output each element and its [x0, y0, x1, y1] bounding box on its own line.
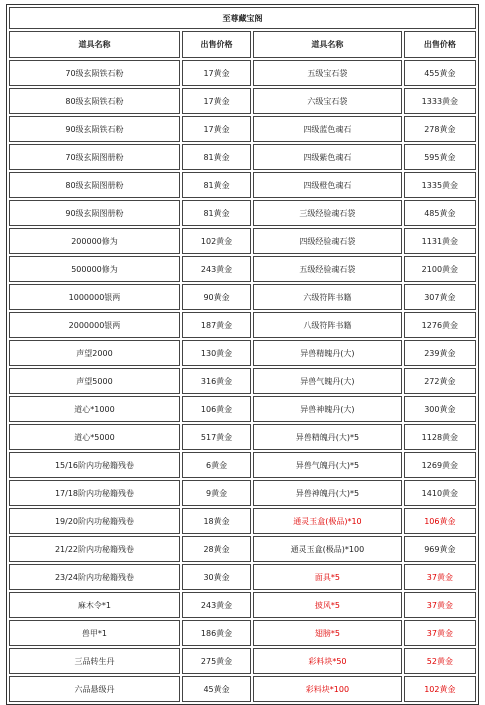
item-name-left: 17/18阶内功秘籍残卷 [9, 480, 180, 506]
price-right: 37黄金 [404, 620, 476, 646]
table-row [9, 172, 476, 198]
table-row [9, 676, 476, 702]
price-right: 272黄金 [404, 368, 476, 394]
table-row [9, 256, 476, 282]
item-name-left: 90级玄陨图册粉 [9, 200, 180, 226]
title-row [9, 7, 476, 29]
price-right: 37黄金 [404, 592, 476, 618]
item-name-right: 五级宝石袋 [253, 60, 402, 86]
price-right: 1269黄金 [404, 452, 476, 478]
table-row [9, 88, 476, 114]
item-name-right: 彩料块*50 [253, 648, 402, 674]
price-left: 81黄金 [182, 172, 251, 198]
price-right: 37黄金 [404, 564, 476, 590]
item-name-left: 80级玄陨铁石粉 [9, 88, 180, 114]
price-left: 130黄金 [182, 340, 251, 366]
item-name-right: 五级经验魂石袋 [253, 256, 402, 282]
price-left: 81黄金 [182, 200, 251, 226]
table-row [9, 480, 476, 506]
price-right: 1276黄金 [404, 312, 476, 338]
price-left: 81黄金 [182, 144, 251, 170]
price-right: 1335黄金 [404, 172, 476, 198]
item-name-left: 70级玄陨图册粉 [9, 144, 180, 170]
price-right: 52黄金 [404, 648, 476, 674]
item-name-right: 异兽精魄丹(大)*5 [253, 424, 402, 450]
item-name-right: 三级经验魂石袋 [253, 200, 402, 226]
table-row [9, 200, 476, 226]
treasure-pavilion-table-wrapper [6, 4, 479, 705]
table-row [9, 312, 476, 338]
table-row [9, 424, 476, 450]
price-left: 9黄金 [182, 480, 251, 506]
price-right: 595黄金 [404, 144, 476, 170]
price-right: 239黄金 [404, 340, 476, 366]
price-right: 300黄金 [404, 396, 476, 422]
table-row [9, 592, 476, 618]
item-name-right: 通灵玉盒(极品)*10 [253, 508, 402, 534]
table-row [9, 508, 476, 534]
item-name-right: 八级符阵书籍 [253, 312, 402, 338]
price-right: 455黄金 [404, 60, 476, 86]
item-name-right: 六级符阵书籍 [253, 284, 402, 310]
item-name-left: 声望2000 [9, 340, 180, 366]
price-right: 1131黄金 [404, 228, 476, 254]
price-left: 17黄金 [182, 60, 251, 86]
table-row [9, 60, 476, 86]
item-name-left: 80级玄陨图册粉 [9, 172, 180, 198]
table-row [9, 144, 476, 170]
price-right: 102黄金 [404, 676, 476, 702]
table-row [9, 228, 476, 254]
header-price-left: 出售价格 [182, 31, 251, 58]
price-right: 1128黄金 [404, 424, 476, 450]
item-name-right: 翅膀*5 [253, 620, 402, 646]
item-name-left: 兽甲*1 [9, 620, 180, 646]
item-name-right: 面具*5 [253, 564, 402, 590]
price-left: 17黄金 [182, 116, 251, 142]
price-left: 90黄金 [182, 284, 251, 310]
item-name-left: 道心*5000 [9, 424, 180, 450]
table-row [9, 648, 476, 674]
price-left: 187黄金 [182, 312, 251, 338]
table-row [9, 452, 476, 478]
price-left: 30黄金 [182, 564, 251, 590]
price-right: 969黄金 [404, 536, 476, 562]
item-name-right: 异兽精魄丹(大) [253, 340, 402, 366]
price-left: 316黄金 [182, 368, 251, 394]
price-right: 2100黄金 [404, 256, 476, 282]
item-name-left: 19/20阶内功秘籍残卷 [9, 508, 180, 534]
header-item-name-right: 道具名称 [253, 31, 402, 58]
price-left: 243黄金 [182, 592, 251, 618]
item-name-right: 六级宝石袋 [253, 88, 402, 114]
item-name-left: 23/24阶内功秘籍残卷 [9, 564, 180, 590]
item-name-left: 三品转生丹 [9, 648, 180, 674]
item-name-right: 通灵玉盒(极品)*100 [253, 536, 402, 562]
item-name-left: 70级玄陨铁石粉 [9, 60, 180, 86]
item-name-right: 四级橙色魂石 [253, 172, 402, 198]
item-name-left: 1000000银两 [9, 284, 180, 310]
price-right: 307黄金 [404, 284, 476, 310]
price-left: 18黄金 [182, 508, 251, 534]
table-row [9, 536, 476, 562]
item-name-left: 道心*1000 [9, 396, 180, 422]
price-left: 186黄金 [182, 620, 251, 646]
price-right: 485黄金 [404, 200, 476, 226]
treasure-pavilion-table [6, 4, 479, 705]
header-item-name-left: 道具名称 [9, 31, 180, 58]
table-row [9, 284, 476, 310]
table-row [9, 116, 476, 142]
price-right: 278黄金 [404, 116, 476, 142]
item-name-left: 声望5000 [9, 368, 180, 394]
item-name-right: 异兽神魄丹(大) [253, 396, 402, 422]
item-name-right: 四级经验魂石袋 [253, 228, 402, 254]
price-left: 243黄金 [182, 256, 251, 282]
item-name-right: 四级蓝色魂石 [253, 116, 402, 142]
item-name-right: 彩料块*100 [253, 676, 402, 702]
item-name-right: 披风*5 [253, 592, 402, 618]
header-price-right: 出售价格 [404, 31, 476, 58]
table-row [9, 620, 476, 646]
header-row [9, 31, 476, 58]
price-right: 106黄金 [404, 508, 476, 534]
price-right: 1410黄金 [404, 480, 476, 506]
item-name-left: 90级玄陨铁石粉 [9, 116, 180, 142]
item-name-left: 15/16阶内功秘籍残卷 [9, 452, 180, 478]
table-row [9, 340, 476, 366]
item-name-left: 六品悬级丹 [9, 676, 180, 702]
item-name-left: 500000修为 [9, 256, 180, 282]
item-name-left: 200000修为 [9, 228, 180, 254]
price-left: 106黄金 [182, 396, 251, 422]
table-row [9, 368, 476, 394]
table-row [9, 396, 476, 422]
price-left: 102黄金 [182, 228, 251, 254]
price-left: 17黄金 [182, 88, 251, 114]
item-name-right: 异兽气魄丹(大) [253, 368, 402, 394]
item-name-left: 2000000银两 [9, 312, 180, 338]
item-name-right: 四级紫色魂石 [253, 144, 402, 170]
item-name-left: 21/22阶内功秘籍残卷 [9, 536, 180, 562]
price-left: 45黄金 [182, 676, 251, 702]
price-left: 275黄金 [182, 648, 251, 674]
price-left: 6黄金 [182, 452, 251, 478]
item-name-left: 麻木令*1 [9, 592, 180, 618]
table-row [9, 564, 476, 590]
item-name-right: 异兽气魄丹(大)*5 [253, 452, 402, 478]
table-title: 至尊藏宝阁 [9, 7, 476, 29]
price-left: 517黄金 [182, 424, 251, 450]
price-left: 28黄金 [182, 536, 251, 562]
price-right: 1333黄金 [404, 88, 476, 114]
item-name-right: 异兽神魄丹(大)*5 [253, 480, 402, 506]
